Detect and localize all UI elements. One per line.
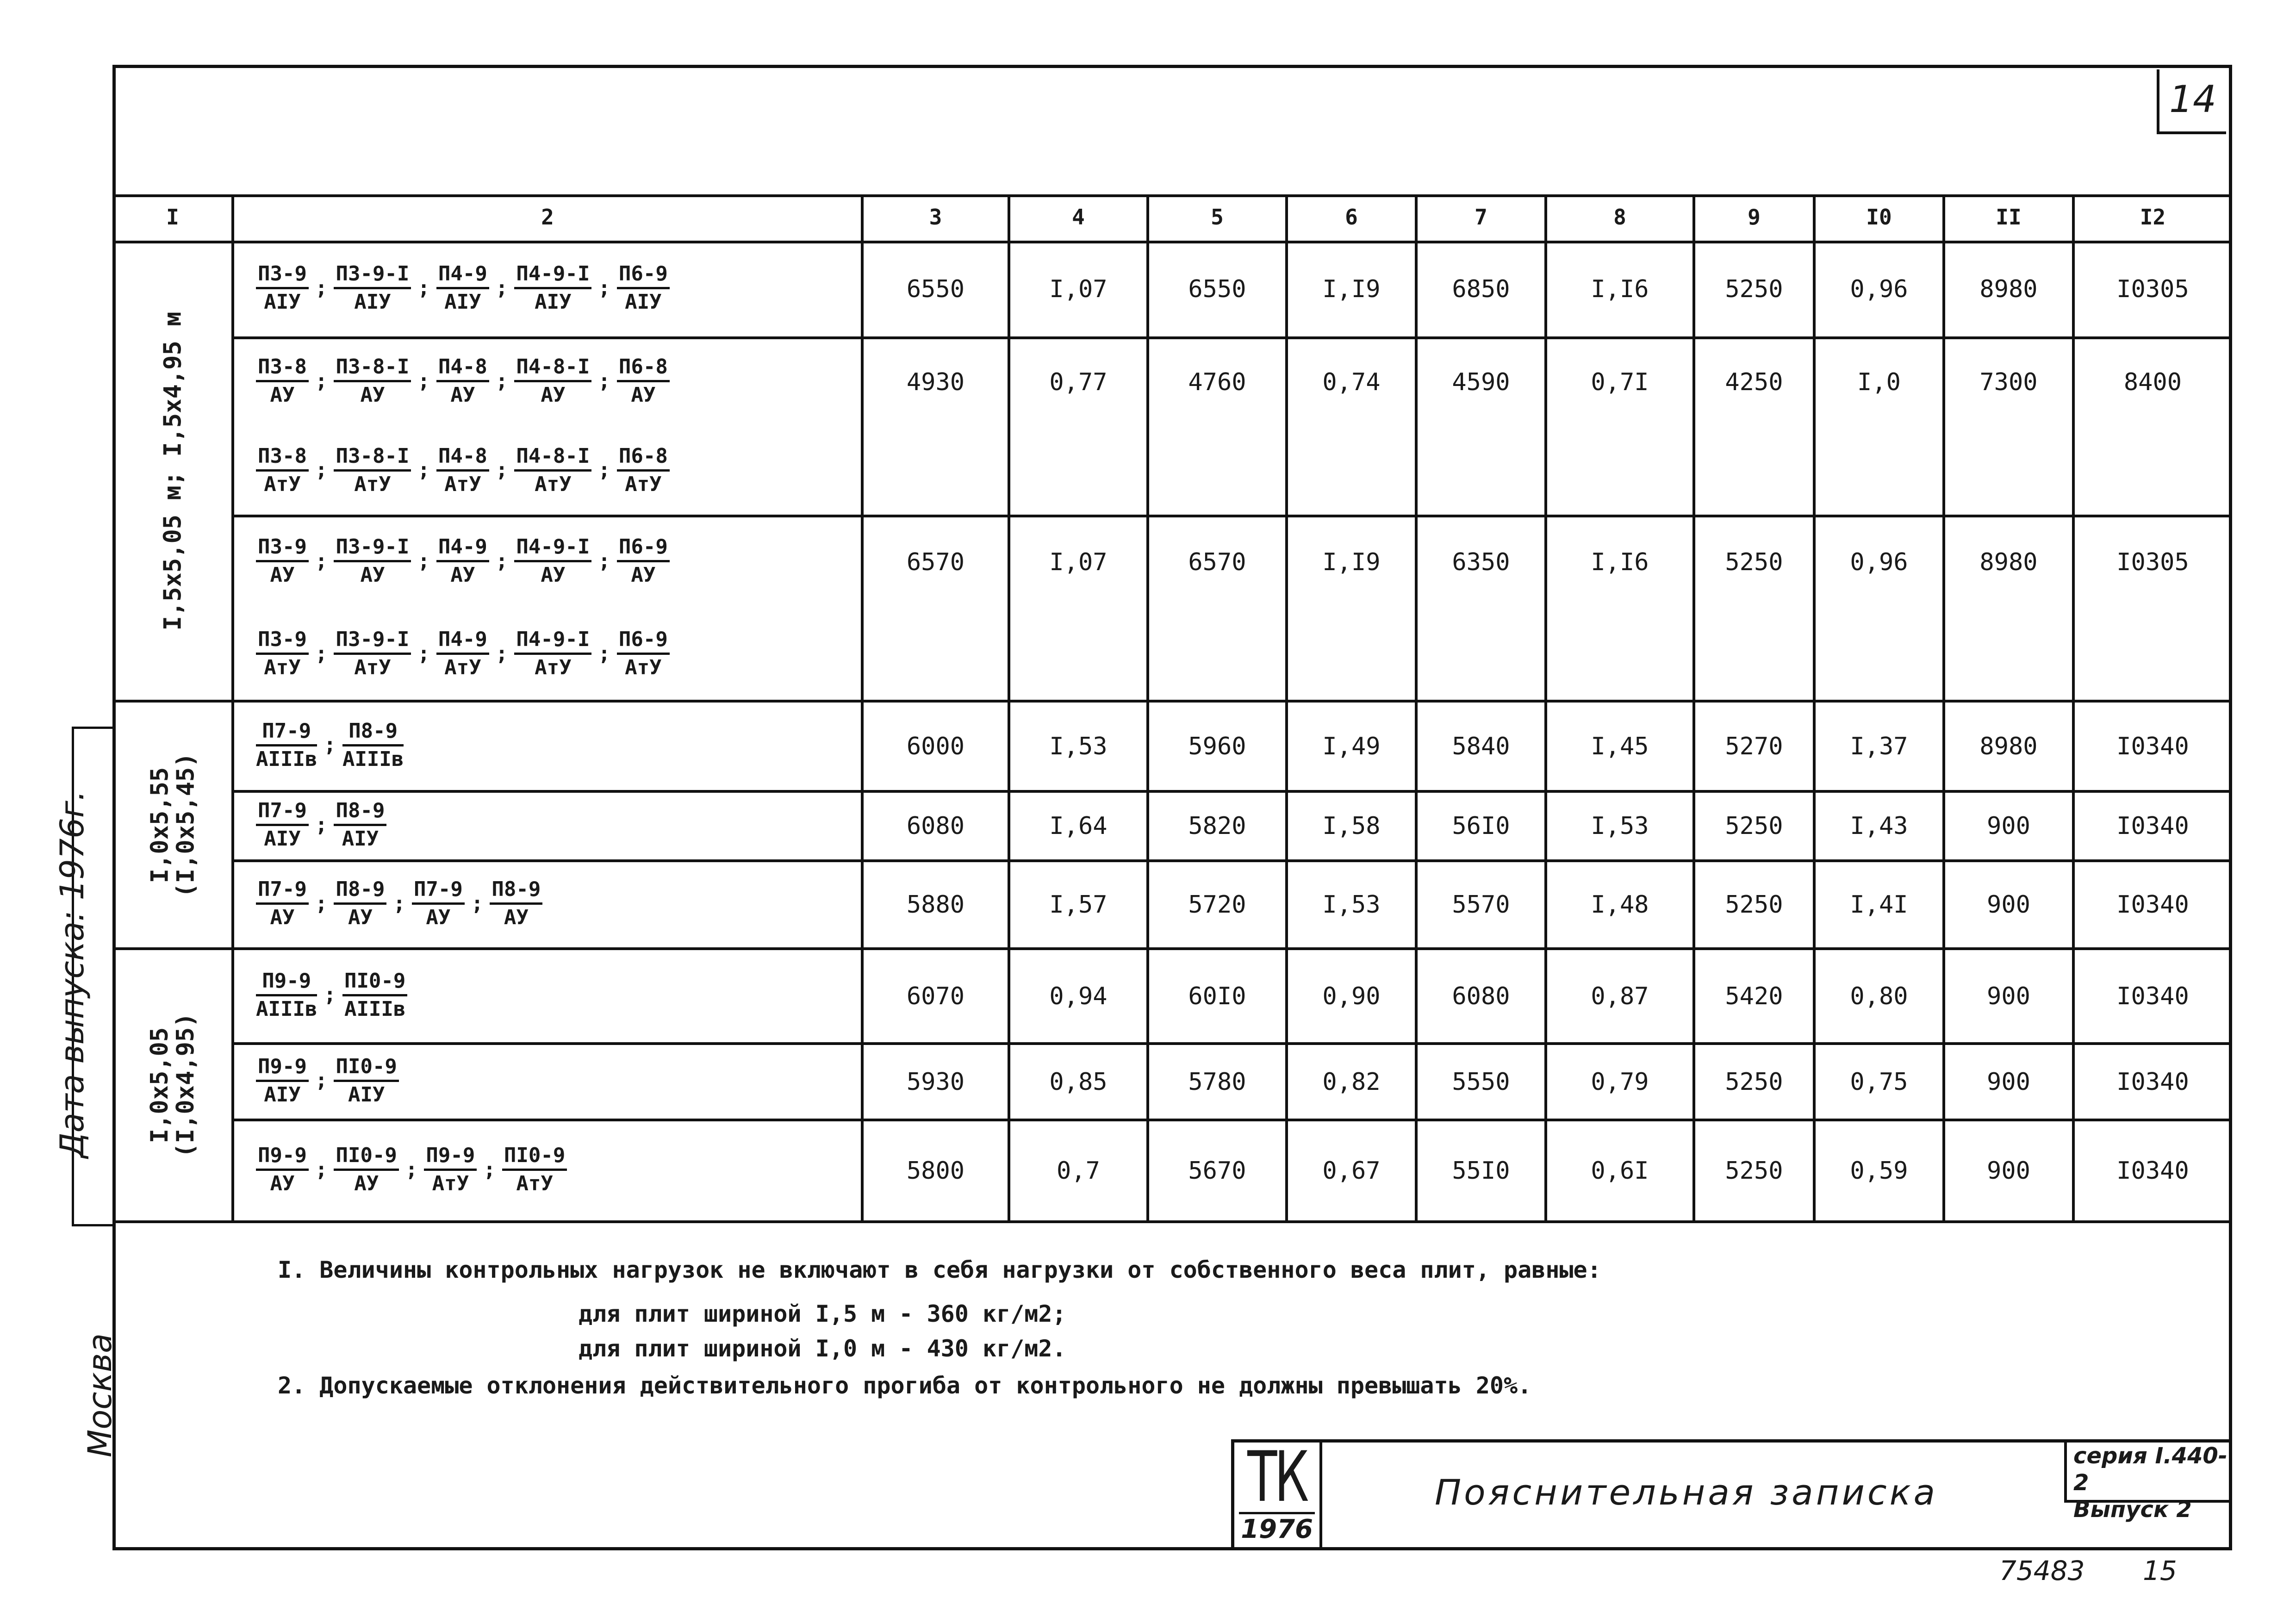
mark-fraction (334, 629, 411, 678)
mark-code: П4-8 (436, 357, 489, 382)
mark-separator: ; (495, 641, 508, 665)
mark-fraction (436, 629, 489, 678)
mark-separator: ; (417, 276, 430, 300)
mark-code: ПI0-9 (502, 1145, 567, 1171)
mark-steel: АУ (450, 563, 475, 587)
column-header: 9 (1748, 205, 1761, 230)
mark-code: П6-8 (617, 446, 670, 472)
table-cell: I0340 (2116, 891, 2189, 919)
mark-separator: ; (417, 549, 430, 573)
table-rule-h (112, 1220, 2232, 1223)
table-cell: I0340 (2116, 732, 2189, 760)
mark-code: П4-9-I (514, 629, 591, 655)
mark-steel: АIУ (264, 1082, 301, 1107)
mark-steel: АIУ (625, 290, 662, 314)
mark-steel: АтУ (444, 472, 481, 496)
table-cell: 6850 (1452, 275, 1510, 303)
table-cell: 6080 (1452, 982, 1510, 1010)
mark-code: П6-9 (617, 629, 670, 655)
mark-code: П3-8-I (334, 357, 411, 382)
table-cell: 5250 (1725, 275, 1783, 303)
mark-separator: ; (393, 891, 405, 915)
data-table (112, 194, 2232, 1222)
table-cell: 4760 (1188, 368, 1246, 397)
mark-separator: ; (315, 369, 328, 393)
table-rule-h (112, 241, 2232, 243)
issue-label: Выпуск 2 (2073, 1497, 2192, 1523)
mark-code: П8-9 (342, 721, 404, 746)
mark-code: П9-9 (424, 1145, 477, 1171)
mark-fraction (412, 879, 465, 928)
mark-fraction (334, 357, 411, 405)
tk-logo-year: 1976 (1239, 1512, 1315, 1544)
product-marks (256, 1054, 399, 1107)
table-cell: I,57 (1049, 891, 1108, 919)
table-cell: 56I0 (1452, 812, 1510, 840)
mark-fraction (256, 264, 309, 312)
mark-fraction (256, 1145, 309, 1194)
product-marks (256, 264, 670, 312)
product-marks (256, 721, 404, 770)
mark-fraction (334, 446, 411, 495)
table-cell: I,07 (1049, 275, 1108, 303)
table-cell: 5840 (1452, 732, 1510, 760)
mark-fraction (514, 264, 591, 312)
mark-steel: АУ (348, 906, 373, 929)
mark-code: П8-9 (334, 801, 386, 826)
mark-steel: АIIIв (256, 997, 317, 1021)
mark-code: П3-8-I (334, 446, 411, 472)
mark-steel: АтУ (444, 656, 481, 679)
mark-steel: АIУ (354, 290, 391, 314)
mark-steel: АIУ (444, 290, 481, 314)
mark-separator: ; (315, 549, 328, 573)
mark-code: П3-9 (256, 264, 309, 289)
table-rule-h (112, 700, 2232, 703)
mark-steel: АтУ (432, 1172, 469, 1195)
mark-fraction (436, 446, 489, 495)
mark-separator: ; (495, 458, 508, 482)
mark-code: П7-9 (256, 879, 309, 905)
table-cell: 60I0 (1188, 982, 1246, 1010)
mark-fraction (256, 721, 317, 770)
mark-code: П3-9-I (334, 537, 411, 562)
table-cell: 6070 (906, 982, 965, 1010)
product-marks (256, 537, 670, 585)
mark-steel: АтУ (535, 472, 572, 496)
mark-code: П3-8 (256, 357, 309, 382)
table-cell: 5780 (1188, 1068, 1246, 1096)
mark-code: П4-8 (436, 446, 489, 472)
mark-separator: ; (598, 276, 610, 300)
table-cell: I,64 (1049, 812, 1108, 840)
table-cell: I,07 (1049, 548, 1108, 576)
table-cell: 8400 (2123, 368, 2182, 397)
mark-steel: АIУ (264, 827, 301, 851)
table-cell: 900 (1987, 1068, 2030, 1096)
table-cell: 8980 (1979, 732, 2038, 760)
table-cell: 0,59 (1850, 1157, 1908, 1185)
mark-code: П4-8-I (514, 446, 591, 472)
note-1: I. Величины контрольных нагрузок не включают в себя нагрузки от собственного веса плит, равные: (278, 1256, 1601, 1283)
column-header: I (166, 205, 179, 230)
document-title: Пояснительная записка (1435, 1472, 1938, 1513)
series-label: серия I.440-2 (2073, 1443, 2228, 1496)
mark-separator: ; (315, 1069, 328, 1092)
table-cell: 0,79 (1591, 1068, 1649, 1096)
mark-fraction (256, 537, 309, 585)
table-cell: 900 (1987, 982, 2030, 1010)
table-cell: 900 (1987, 812, 2030, 840)
column-header: 4 (1072, 205, 1085, 230)
mark-steel: АУ (270, 563, 295, 587)
table-cell: 0,7I (1591, 368, 1649, 397)
mark-code: П3-9-I (334, 264, 411, 289)
table-cell: I,53 (1322, 891, 1381, 919)
column-header: 2 (541, 205, 554, 230)
mark-steel: АУ (541, 383, 566, 407)
mark-fraction (334, 264, 411, 312)
table-cell: I,49 (1322, 732, 1381, 760)
table-cell: 0,75 (1850, 1068, 1908, 1096)
series-box (2064, 1443, 2232, 1523)
mark-steel: АтУ (535, 656, 572, 679)
mark-code: П4-9-I (514, 537, 591, 562)
mark-steel: АтУ (516, 1172, 553, 1195)
table-rule-h (112, 947, 2232, 950)
mark-fraction (490, 879, 542, 928)
table-cell: 4250 (1725, 368, 1783, 397)
table-cell: 5960 (1188, 732, 1246, 760)
mark-fraction (256, 879, 309, 928)
product-marks (256, 879, 542, 928)
mark-code: П9-9 (256, 1057, 309, 1082)
mark-steel: АУ (450, 383, 475, 407)
mark-code: П3-9 (256, 629, 309, 655)
mark-fraction (436, 537, 489, 585)
mark-separator: ; (598, 549, 610, 573)
mark-fraction (436, 357, 489, 405)
mark-separator: ; (598, 458, 610, 482)
mark-fraction (617, 537, 670, 585)
table-cell: 8980 (1979, 548, 2038, 576)
mark-separator: ; (483, 1157, 496, 1181)
mark-steel: АУ (426, 906, 451, 929)
mark-fraction (256, 971, 317, 1020)
mark-separator: ; (471, 891, 484, 915)
table-rule-h (233, 790, 2232, 793)
table-cell: I,0 (1857, 368, 1901, 397)
table-cell: I0340 (2116, 812, 2189, 840)
table-cell: 6570 (1188, 548, 1246, 576)
table-cell: I0340 (2116, 1157, 2189, 1185)
table-cell: 4930 (906, 368, 965, 397)
mark-separator: ; (315, 276, 328, 300)
mark-code: ПI0-9 (334, 1057, 398, 1082)
table-cell: 5250 (1725, 812, 1783, 840)
mark-steel: АУ (270, 383, 295, 407)
mark-steel: АIУ (348, 1082, 385, 1107)
table-cell: 4590 (1452, 368, 1510, 397)
table-cell: 5800 (906, 1157, 965, 1185)
column-header: II (1996, 205, 2022, 230)
mark-separator: ; (315, 813, 328, 837)
table-cell: I,45 (1591, 732, 1649, 760)
mark-code: П7-9 (412, 879, 465, 905)
tk-logo (1234, 1437, 1322, 1550)
mark-steel: АтУ (625, 472, 662, 496)
column-header: I2 (2140, 205, 2166, 230)
table-cell: I,58 (1322, 812, 1381, 840)
table-cell: 6080 (906, 812, 965, 840)
mark-fraction (256, 446, 309, 495)
mark-code: П4-9 (436, 264, 489, 289)
mark-steel: АУ (354, 1172, 379, 1195)
table-rule-h (112, 194, 2232, 197)
table-cell: 0,87 (1591, 982, 1649, 1010)
mark-fraction (617, 264, 670, 312)
table-rule-h (233, 336, 2232, 339)
table-cell: 0,67 (1322, 1157, 1381, 1185)
product-marks (256, 801, 386, 849)
column-header: 8 (1613, 205, 1626, 230)
table-cell: I,48 (1591, 891, 1649, 919)
column-header: 5 (1211, 205, 1224, 230)
mark-steel: АУ (360, 383, 385, 407)
table-cell: 5670 (1188, 1157, 1246, 1185)
table-rule-h (233, 859, 2232, 862)
mark-separator: ; (598, 641, 610, 665)
table-cell: 0,74 (1322, 368, 1381, 397)
mark-separator: ; (495, 276, 508, 300)
mark-fraction (334, 879, 386, 928)
table-cell: 5420 (1725, 982, 1783, 1010)
table-rule-v (231, 194, 234, 1222)
mark-steel: АУ (360, 563, 385, 587)
note-1b: для плит шириной I,0 м - 430 кг/м2. (579, 1335, 1066, 1362)
table-cell: 0,96 (1850, 275, 1908, 303)
mark-fraction (514, 537, 591, 585)
table-cell: 5570 (1452, 891, 1510, 919)
table-cell: I,I6 (1591, 548, 1649, 576)
table-cell: I,I9 (1322, 275, 1381, 303)
product-marks (256, 446, 670, 495)
mark-separator: ; (598, 369, 610, 393)
mark-code: ПI0-9 (334, 1145, 398, 1171)
mark-steel: АУ (270, 1172, 295, 1195)
tk-logo-letters: ТК (1247, 1437, 1307, 1517)
sheet-number-box (2157, 69, 2226, 134)
mark-code: П4-8-I (514, 357, 591, 382)
inventory-number: 75483 (1999, 1555, 2085, 1586)
mark-fraction (342, 971, 407, 1020)
mark-separator: ; (315, 1157, 328, 1181)
column-header: I0 (1866, 205, 1892, 230)
mark-fraction (436, 264, 489, 312)
table-cell: I,43 (1850, 812, 1908, 840)
mark-fraction (617, 629, 670, 678)
mark-steel: АУ (270, 906, 295, 929)
mark-steel: АIУ (535, 290, 572, 314)
mark-steel: АУ (631, 563, 656, 587)
table-cell: 0,80 (1850, 982, 1908, 1010)
table-cell: I,I9 (1322, 548, 1381, 576)
mark-separator: ; (315, 891, 328, 915)
product-marks (256, 357, 670, 405)
table-cell: 7300 (1979, 368, 2038, 397)
product-marks (256, 971, 407, 1020)
table-cell: 0,96 (1850, 548, 1908, 576)
mark-fraction (256, 357, 309, 405)
table-cell: 8980 (1979, 275, 2038, 303)
table-cell: 0,6I (1591, 1157, 1649, 1185)
table-cell: I,4I (1850, 891, 1908, 919)
mark-separator: ; (495, 369, 508, 393)
mark-fraction (617, 446, 670, 495)
mark-code: П4-9-I (514, 264, 591, 289)
mark-separator: ; (324, 733, 336, 757)
mark-code: П7-9 (256, 801, 309, 826)
mark-steel: АУ (504, 906, 529, 929)
mark-fraction (514, 357, 591, 405)
group-size-label: I,5x5,05 м; I,5x4,95 м (159, 311, 187, 630)
table-cell: I,53 (1591, 812, 1649, 840)
table-cell: 6550 (906, 275, 965, 303)
table-cell: 5250 (1725, 548, 1783, 576)
table-cell: 5250 (1725, 1068, 1783, 1096)
city-label: Москва (81, 1333, 119, 1458)
mark-separator: ; (417, 458, 430, 482)
table-cell: 900 (1987, 891, 2030, 919)
group-size-label: I,0x5,55 (I,0x5,45) (146, 752, 199, 898)
mark-steel: АтУ (264, 656, 301, 679)
table-cell: 0,90 (1322, 982, 1381, 1010)
table-cell: 6350 (1452, 548, 1510, 576)
mark-separator: ; (417, 369, 430, 393)
mark-steel: АтУ (625, 656, 662, 679)
table-cell: I,37 (1850, 732, 1908, 760)
mark-fraction (502, 1145, 567, 1194)
column-header: 3 (929, 205, 942, 230)
table-cell: 6570 (906, 548, 965, 576)
mark-fraction (334, 801, 386, 849)
mark-code: П3-9 (256, 537, 309, 562)
table-cell: I0340 (2116, 982, 2189, 1010)
table-cell: 5930 (906, 1068, 965, 1096)
mark-code: П6-9 (617, 537, 670, 562)
table-cell: 0,7 (1057, 1157, 1100, 1185)
mark-code: П8-9 (490, 879, 542, 905)
mark-separator: ; (495, 549, 508, 573)
mark-steel: АУ (631, 383, 656, 407)
note-2: 2. Допускаемые отклонения действительного прогиба от контрольного не должны превышать 20%. (278, 1372, 1532, 1399)
table-cell: 5720 (1188, 891, 1246, 919)
table-cell: 5270 (1725, 732, 1783, 760)
mark-code: П3-8 (256, 446, 309, 472)
table-cell: 5820 (1188, 812, 1246, 840)
table-cell: 5250 (1725, 891, 1783, 919)
mark-code: П4-9 (436, 629, 489, 655)
mark-code: П9-9 (256, 1145, 309, 1171)
mark-code: П3-9-I (334, 629, 411, 655)
table-cell: I0305 (2116, 275, 2189, 303)
mark-fraction (334, 1054, 398, 1107)
mark-steel: АтУ (354, 472, 391, 496)
table-cell: I0340 (2116, 1068, 2189, 1096)
product-marks (256, 629, 670, 678)
mark-steel: АIIIв (342, 747, 404, 771)
mark-steel: АIIIв (344, 997, 406, 1021)
sheet-number: 14 (2169, 78, 2216, 121)
mark-code: ПI0-9 (342, 971, 407, 996)
table-rule-h (233, 1119, 2232, 1121)
mark-code: П9-9 (256, 971, 317, 996)
mark-steel: АтУ (354, 656, 391, 679)
mark-fraction (334, 1145, 398, 1194)
mark-fraction (334, 537, 411, 585)
mark-code: П8-9 (334, 879, 386, 905)
mark-fraction (514, 629, 591, 678)
release-date: Дата выпуска: 1976г. (53, 790, 91, 1158)
mark-fraction (256, 629, 309, 678)
mark-code: П7-9 (256, 721, 317, 746)
mark-fraction (342, 721, 404, 770)
mark-code: П4-9 (436, 537, 489, 562)
table-cell: I,53 (1049, 732, 1108, 760)
table-cell: 0,94 (1049, 982, 1108, 1010)
mark-code: П6-8 (617, 357, 670, 382)
table-cell: 5880 (906, 891, 965, 919)
table-cell: 0,77 (1049, 368, 1108, 397)
mark-fraction (256, 801, 309, 849)
table-cell: I,I6 (1591, 275, 1649, 303)
mark-steel: АтУ (264, 472, 301, 496)
table-cell: 5550 (1452, 1068, 1510, 1096)
table-rule-h (233, 515, 2232, 517)
table-rule-h (233, 1042, 2232, 1045)
mark-fraction (256, 1054, 309, 1107)
mark-separator: ; (405, 1157, 418, 1181)
mark-separator: ; (417, 641, 430, 665)
mark-fraction (617, 357, 670, 405)
column-header: 6 (1345, 205, 1358, 230)
mark-steel: АУ (541, 563, 566, 587)
mark-code: П6-9 (617, 264, 670, 289)
table-cell: 5250 (1725, 1157, 1783, 1185)
table-cell: 6000 (906, 732, 965, 760)
table-cell: 6550 (1188, 275, 1246, 303)
mark-fraction (514, 446, 591, 495)
mark-separator: ; (315, 641, 328, 665)
mark-steel: АIУ (264, 290, 301, 314)
mark-steel: АIУ (342, 827, 379, 851)
table-cell: 0,85 (1049, 1068, 1108, 1096)
page-number: 15 (2143, 1555, 2177, 1586)
table-cell: 0,82 (1322, 1068, 1381, 1096)
mark-separator: ; (315, 458, 328, 482)
column-header: 7 (1475, 205, 1487, 230)
table-cell: 900 (1987, 1157, 2030, 1185)
table-cell: 55I0 (1452, 1157, 1510, 1185)
mark-steel: АIIIв (256, 747, 317, 771)
mark-fraction (424, 1145, 477, 1194)
product-marks (256, 1145, 567, 1194)
group-size-label: I,0x5,05 (I,0x4,95) (146, 1013, 199, 1158)
table-cell: I0305 (2116, 548, 2189, 576)
mark-separator: ; (324, 983, 336, 1007)
note-1a: для плит шириной I,5 м - 360 кг/м2; (579, 1300, 1066, 1327)
